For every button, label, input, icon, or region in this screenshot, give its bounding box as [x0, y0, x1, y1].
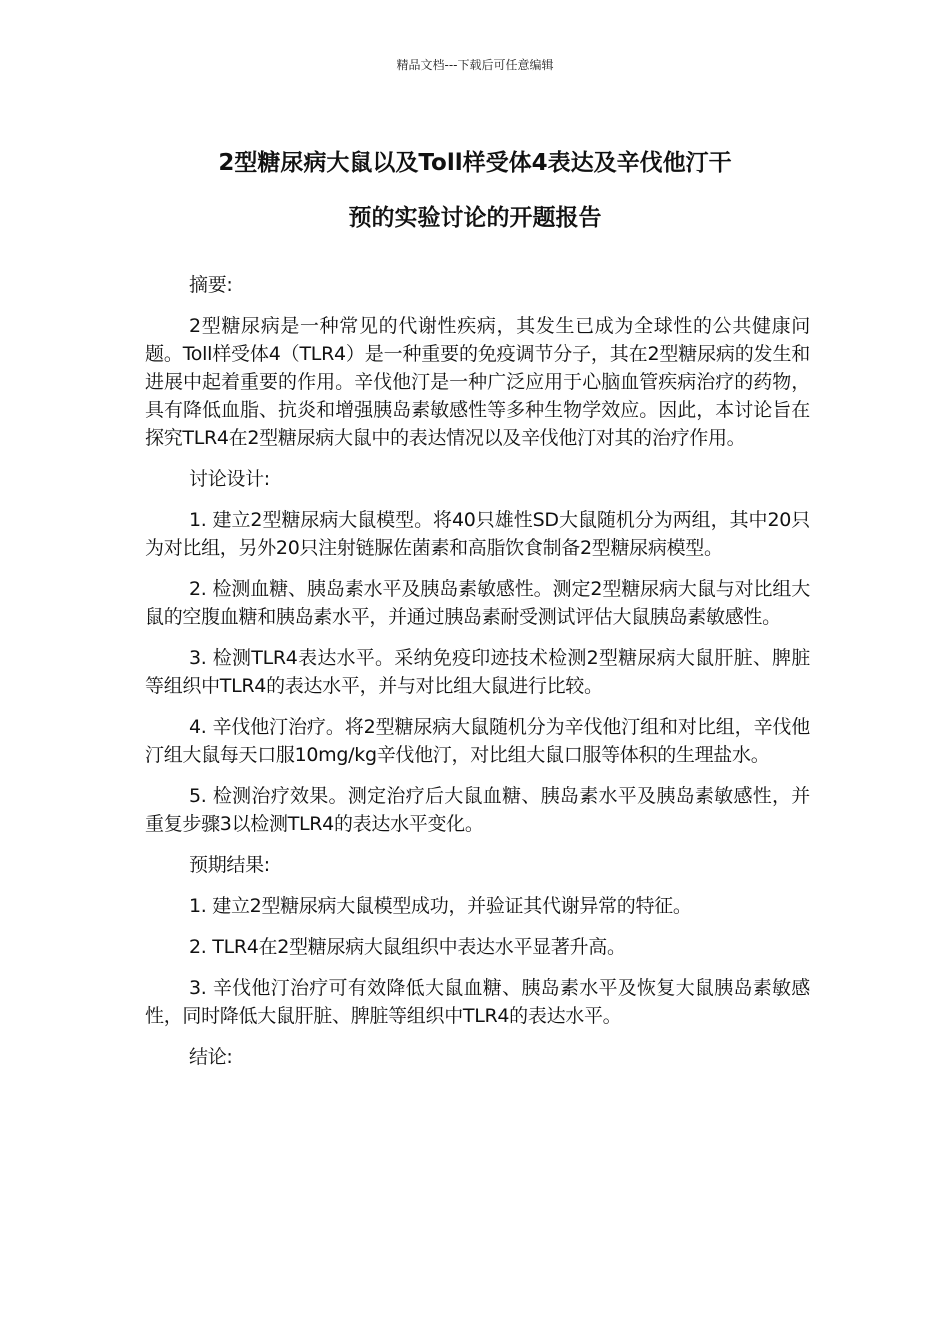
- result-item-3: 3. 辛伐他汀治疗可有效降低大鼠血糖、胰岛素水平及恢复大鼠胰岛素敏感性，同时降低大鼠肝脏、脾脏等组织中TLR4的表达水平。: [145, 977, 810, 1027]
- result-item-1: 1. 建立2型糖尿病大鼠模型成功，并验证其代谢异常的特征。: [189, 895, 692, 917]
- document-body: [145, 271, 810, 1084]
- title-line-2: 预的实验讨论的开题报告: [348, 205, 602, 231]
- design-item-1: 1. 建立2型糖尿病大鼠模型。将40只雄性SD大鼠随机分为两组，其中20只为对比组，另外20只注射链脲佐菌素和高脂饮食制备2型糖尿病模型。: [145, 509, 810, 559]
- conclusion-heading: 结论:: [189, 1046, 233, 1068]
- design-item-3: 3. 检测TLR4表达水平。采纳免疫印迹技术检测2型糖尿病大鼠肝脏、脾脏等组织中TLR4的表达水平，并与对比组大鼠进行比较。: [145, 647, 810, 697]
- abstract-paragraph: 2型糖尿病是一种常见的代谢性疾病，其发生已成为全球性的公共健康问题。Toll样受体4（TLR4）是一种重要的免疫调节分子，其在2型糖尿病的发生和进展中起着重要的作用。辛伐他汀是一种广泛应用于心脑血管疾病治疗的药物，具有降低血脂、抗炎和增强胰岛素敏感性等多种生物学效应。因此，本讨论旨在探究TLR4在2型糖尿病大鼠中的表达情况以及辛伐他汀对其的治疗作用。: [145, 315, 810, 449]
- design-heading: 讨论设计:: [189, 468, 270, 490]
- abstract-heading: 摘要:: [189, 274, 233, 296]
- result-item-2: 2. TLR4在2型糖尿病大鼠组织中表达水平显著升高。: [189, 936, 626, 958]
- results-heading: 预期结果:: [189, 854, 270, 876]
- design-item-5: 5. 检测治疗效果。测定治疗后大鼠血糖、胰岛素水平及胰岛素敏感性，并重复步骤3以检测TLR4的表达水平变化。: [145, 785, 810, 835]
- design-item-2: 2. 检测血糖、胰岛素水平及胰岛素敏感性。测定2型糖尿病大鼠与对比组大鼠的空腹血糖和胰岛素水平，并通过胰岛素耐受测试评估大鼠胰岛素敏感性。: [145, 578, 810, 628]
- design-item-4: 4. 辛伐他汀治疗。将2型糖尿病大鼠随机分为辛伐他汀组和对比组，辛伐他汀组大鼠每天口服10mg/kg辛伐他汀，对比组大鼠口服等体积的生理盐水。: [145, 716, 810, 766]
- title-line-1: 2型糖尿病大鼠以及Toll样受体4表达及辛伐他汀干: [218, 150, 732, 176]
- document-title: [140, 136, 810, 246]
- header-note: 精品文档---下载后可任意编辑: [396, 58, 554, 72]
